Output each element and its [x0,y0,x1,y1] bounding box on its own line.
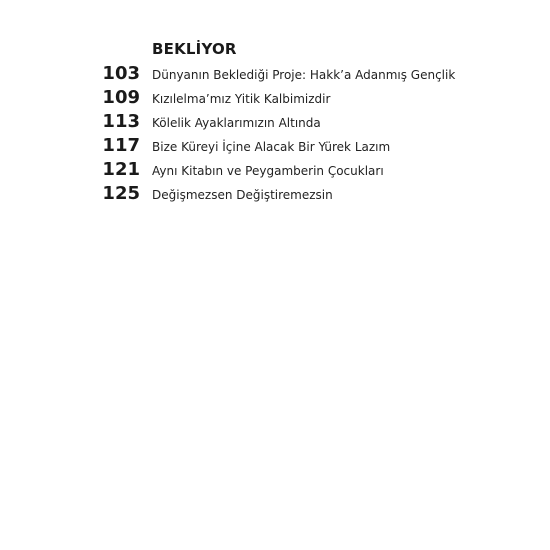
toc-page-number: 125 [102,183,140,204]
table-of-contents [0,62,550,206]
toc-entry [0,182,550,206]
toc-page-number: 103 [102,63,140,84]
toc-chapter-title: Kızılelma’mız Yitik Kalbimizdir [152,92,331,106]
toc-page-number: 113 [102,111,140,132]
toc-page-number: 109 [102,87,140,108]
toc-entry [0,62,550,86]
toc-chapter-title: Kölelik Ayaklarımızın Altında [152,116,321,130]
toc-page-number: 117 [102,135,140,156]
section-title: BEKLİYOR [152,40,237,58]
toc-entry [0,110,550,134]
toc-chapter-title: Bize Küreyi İçine Alacak Bir Yürek Lazım [152,140,391,154]
toc-chapter-title: Aynı Kitabın ve Peygamberin Çocukları [152,164,384,178]
toc-entry [0,86,550,110]
toc-entry [0,134,550,158]
toc-page-number: 121 [102,159,140,180]
toc-entry [0,158,550,182]
toc-chapter-title: Dünyanın Beklediği Proje: Hakk’a Adanmış Gençlik [152,68,456,82]
toc-chapter-title: Değişmezsen Değiştiremezsin [152,188,333,202]
